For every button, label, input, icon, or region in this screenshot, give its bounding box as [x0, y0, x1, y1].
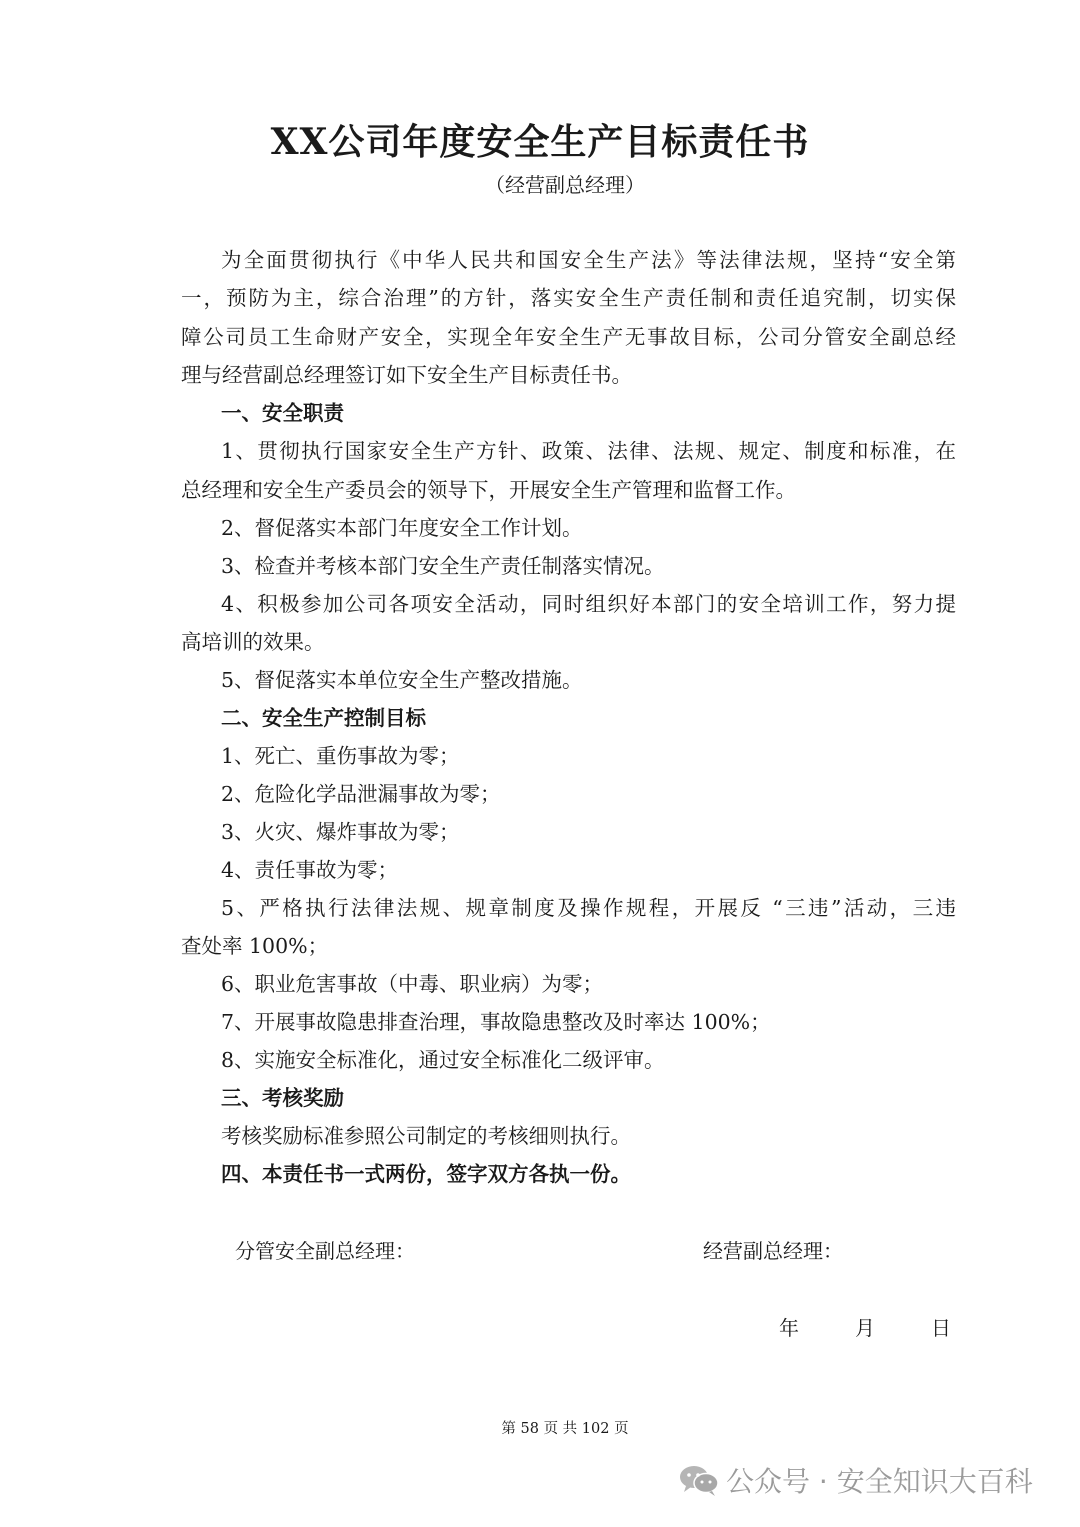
intro-line-3: 障公司员工生命财产安全，实现全年安全生产无事故目标，公司分管安全副总经 [181, 325, 956, 349]
section3-text: 考核奖励标准参照公司制定的考核细则执行。 [221, 1124, 631, 1148]
section2-item4: 4、责任事故为零； [221, 858, 399, 882]
section2-item8: 8、实施安全标准化，通过安全标准化二级评审。 [221, 1048, 665, 1072]
intro-line-2: 一，预防为主，综合治理”的方针，落实安全生产责任制和责任追究制，切实保 [181, 286, 956, 310]
section1-item1-line1: 1、贯彻执行国家安全生产方针、政策、法律、法规、规定、制度和标准，在 [221, 439, 956, 463]
intro-line-4: 理与经营副总经理签订如下安全生产目标责任书。 [181, 363, 632, 387]
watermark-text: 公众号 · 安全知识大百科 [726, 1465, 1033, 1498]
section2-item3: 3、火灾、爆炸事故为零； [221, 820, 460, 844]
section2-item7: 7、开展事故隐患排查治理，事故隐患整改及时率达 100%； [221, 1010, 771, 1034]
section1-item4-line1: 4、积极参加公司各项安全活动，同时组织好本部门的安全培训工作，努力提 [221, 592, 956, 616]
section2-item1: 1、死亡、重伤事故为零； [221, 744, 460, 768]
signature-left-label: 分管安全副总经理： [235, 1239, 415, 1263]
section2-heading: 二、安全生产控制目标 [221, 706, 426, 730]
section4-heading: 四、本责任书一式两份，签字双方各执一份。 [221, 1162, 631, 1186]
section1-item4-line2: 高培训的效果。 [181, 630, 325, 654]
section1-item3: 3、检查并考核本部门安全生产责任制落实情况。 [221, 554, 665, 578]
page-number: 第 58 页 共 102 页 [501, 1421, 629, 1437]
document-subtitle: （经营副总经理） [485, 173, 645, 197]
section1-heading: 一、安全职责 [221, 401, 344, 425]
wechat-icon [678, 1462, 720, 1498]
section1-item5: 5、督促落实本单位安全生产整改措施。 [221, 668, 583, 692]
document-title: XX公司年度安全生产目标责任书 [270, 121, 810, 163]
date-day: 日 [931, 1316, 951, 1340]
section3-heading: 三、考核奖励 [221, 1086, 344, 1110]
signature-right-label: 经营副总经理： [703, 1239, 843, 1263]
section1-item1-line2: 总经理和安全生产委员会的领导下，开展安全生产管理和监督工作。 [181, 478, 796, 502]
section2-item5-line1: 5、严格执行法律法规、规章制度及操作规程，开展反 “三违”活动，三违 [221, 896, 956, 920]
watermark [678, 1458, 1033, 1502]
section2-item5-line2: 查处率 100%； [181, 934, 329, 958]
intro-line-1: 为全面贯彻执行《中华人民共和国安全生产法》等法律法规，坚持“安全第 [221, 248, 956, 272]
section2-item6: 6、职业危害事故（中毒、职业病）为零； [221, 972, 604, 996]
date-month: 月 [855, 1316, 875, 1340]
date-year: 年 [779, 1316, 799, 1340]
section1-item2: 2、督促落实本部门年度安全工作计划。 [221, 516, 583, 540]
section2-item2: 2、危险化学品泄漏事故为零； [221, 782, 501, 806]
